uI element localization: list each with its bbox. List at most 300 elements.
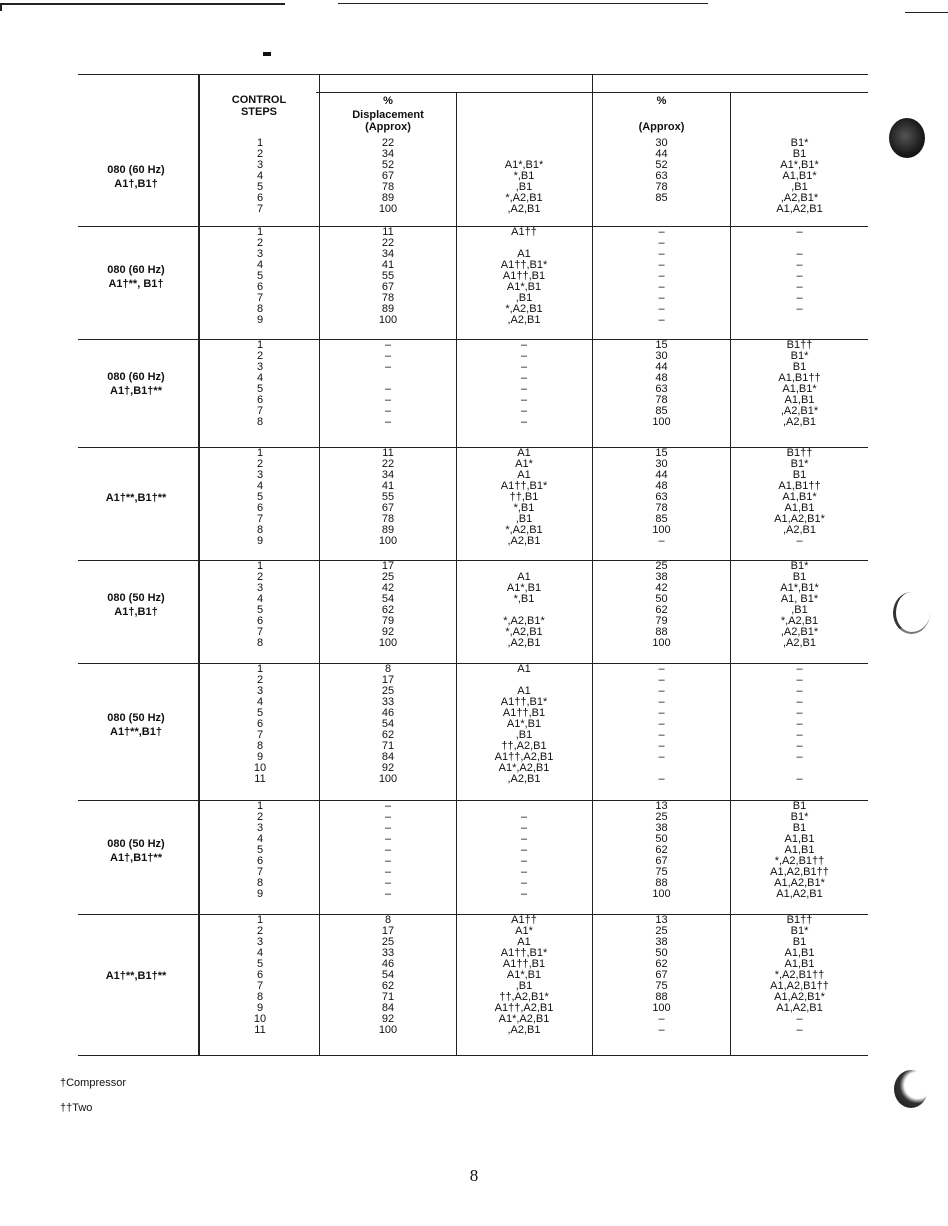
cell-circuit-1: –: [520, 866, 528, 878]
cell-circuit-2: B1††: [786, 447, 813, 459]
cell-displacement-1: –: [384, 405, 392, 417]
cell-circuit-2: –: [796, 1024, 803, 1036]
cell-displacement-1: 78: [381, 513, 395, 525]
group-label-line: 080 (60 Hz): [107, 264, 165, 276]
table-row: [0, 697, 948, 708]
cell-circuit-2: B1††: [786, 339, 813, 351]
cell-displacement-2: 13: [655, 800, 668, 812]
cell-circuit-1: A1*,A2,B1: [498, 762, 550, 774]
cell-step: 4: [256, 833, 264, 845]
cell-displacement-2: 100: [652, 416, 671, 428]
table-row: [0, 638, 948, 649]
cell-displacement-1: 89: [381, 303, 395, 315]
cell-displacement-1: 17: [381, 674, 395, 686]
table-row: [0, 293, 948, 304]
cell-step: 2: [256, 148, 264, 160]
cell-circuit-2: A1*,B1*: [780, 159, 819, 171]
cell-circuit-2: –: [796, 226, 803, 238]
table-row: [0, 763, 948, 774]
cell-step: 5: [256, 958, 264, 970]
cell-displacement-1: 89: [381, 192, 395, 204]
cell-displacement-2: 78: [655, 394, 668, 406]
cell-step: 6: [256, 969, 264, 981]
cell-step: 2: [256, 811, 264, 823]
cell-displacement-1: –: [384, 844, 392, 856]
cell-step: 1: [256, 560, 264, 572]
page-number: 8: [469, 1166, 479, 1185]
cell-circuit-2: B1††: [786, 914, 813, 926]
cell-circuit-1: –: [520, 405, 528, 417]
table-row: [0, 719, 948, 730]
cell-step: 7: [256, 405, 264, 417]
cell-displacement-2: 85: [655, 405, 668, 417]
cell-displacement-2: 63: [655, 383, 668, 395]
cell-circuit-1: ††,B1: [509, 491, 539, 503]
cell-circuit-2: ,B1: [791, 181, 808, 193]
cell-circuit-2: A1,B1: [784, 958, 815, 970]
cell-step: 3: [256, 469, 264, 481]
cell-displacement-2: 88: [655, 991, 668, 1003]
cell-circuit-2: ,A2,B1: [782, 524, 817, 536]
cell-circuit-2: A1,B1*: [782, 170, 817, 182]
cell-displacement-1: 89: [381, 524, 395, 536]
cell-step: 11: [254, 773, 266, 785]
cell-displacement-1: –: [384, 855, 392, 867]
cell-step: 1: [256, 137, 264, 149]
cell-circuit-1: A1*,B1: [506, 718, 542, 730]
cell-circuit-2: ,A2,B1*: [780, 626, 819, 638]
cell-displacement-1: 52: [381, 159, 395, 171]
header-displacement-label: Displacement: [352, 109, 424, 121]
cell-displacement-2: 38: [655, 571, 668, 583]
cell-circuit-2: A1,B1††: [778, 480, 821, 492]
cell-displacement-2: 15: [655, 339, 668, 351]
cell-step: 4: [256, 259, 264, 271]
cell-circuit-1: –: [520, 339, 528, 351]
cell-step: 2: [256, 571, 264, 583]
cell-displacement-2: 25: [655, 925, 668, 937]
cell-circuit-2: A1,B1*: [782, 491, 817, 503]
group-label-line: A1†**,B1†**: [105, 970, 167, 982]
cell-displacement-1: 54: [381, 969, 395, 981]
cell-displacement-2: 44: [655, 469, 668, 481]
table-row: [0, 1025, 948, 1036]
cell-circuit-1: A1*,A2,B1: [498, 1013, 550, 1025]
cell-displacement-2: 78: [655, 181, 668, 193]
cell-displacement-2: 50: [655, 833, 668, 845]
cell-circuit-1: *,A2,B1: [505, 192, 543, 204]
cell-circuit-2: A1,A2,B1*: [774, 991, 825, 1003]
cell-displacement-2: 42: [655, 582, 668, 594]
cell-displacement-1: 67: [381, 281, 395, 293]
cell-displacement-2: 48: [655, 480, 668, 492]
cell-displacement-1: 62: [381, 980, 395, 992]
cell-displacement-2: –: [658, 1013, 665, 1025]
cell-circuit-2: –: [796, 292, 803, 304]
cell-step: 10: [253, 1013, 267, 1025]
cell-step: 6: [256, 718, 264, 730]
top-rule-middle: [338, 3, 708, 4]
cell-displacement-1: 92: [381, 1013, 395, 1025]
cell-circuit-1: –: [520, 877, 528, 889]
cell-circuit-2: A1*,B1*: [780, 582, 819, 594]
table-row: [0, 889, 948, 900]
cell-circuit-2: –: [796, 685, 803, 697]
cell-displacement-1: 41: [381, 480, 395, 492]
cell-circuit-2: –: [796, 718, 803, 730]
punch-hole-bottom: [894, 1070, 928, 1108]
cell-circuit-1: –: [520, 855, 528, 867]
cell-displacement-1: 22: [381, 237, 395, 249]
group-label-line: A1†,B1†**: [110, 385, 162, 397]
table-row: [0, 315, 948, 326]
cell-circuit-2: B1*: [790, 458, 809, 470]
cell-displacement-2: 79: [655, 615, 668, 627]
cell-displacement-2: 100: [652, 524, 671, 536]
cell-circuit-1: –: [520, 822, 528, 834]
cell-circuit-1: ,B1: [515, 980, 533, 992]
cell-step: 9: [256, 1002, 264, 1014]
cell-displacement-1: 46: [381, 707, 395, 719]
header-control-steps: [200, 94, 318, 118]
cell-step: 9: [256, 751, 264, 763]
cell-circuit-2: –: [796, 259, 803, 271]
cell-circuit-1: –: [520, 383, 528, 395]
punch-hole-middle: [893, 592, 930, 634]
cell-displacement-1: 55: [381, 270, 395, 282]
group-label-line: A1†**,B1†: [110, 726, 162, 738]
cell-circuit-1: A1*,B1: [506, 582, 542, 594]
cell-step: 1: [256, 914, 264, 926]
cell-step: 1: [256, 800, 264, 812]
cell-displacement-2: –: [658, 259, 665, 271]
cell-circuit-2: –: [796, 1013, 803, 1025]
cell-circuit-1: *,A2,B1: [505, 626, 543, 638]
cell-circuit-2: A1,B1: [784, 844, 815, 856]
cell-circuit-1: ,A2,B1: [507, 1024, 541, 1036]
group-label-line: A1†,B1†**: [110, 852, 162, 864]
cell-displacement-2: 44: [655, 361, 668, 373]
cell-displacement-1: 8: [384, 914, 392, 926]
cell-displacement-1: –: [384, 383, 392, 395]
table-row: [0, 417, 948, 428]
cell-step: 2: [256, 925, 264, 937]
cell-step: 1: [256, 226, 264, 238]
header-displacement-2: [593, 95, 730, 133]
cell-displacement-2: –: [658, 729, 665, 741]
cell-displacement-1: –: [384, 800, 392, 812]
cell-step: 3: [256, 248, 264, 260]
cell-circuit-2: A1,A2,B1: [776, 203, 823, 215]
footnote-compressor: †Compressor: [60, 1077, 127, 1089]
table-row: [0, 741, 948, 752]
cell-displacement-1: 22: [381, 458, 395, 470]
cell-circuit-2: ,A2,B1: [782, 637, 817, 649]
cell-displacement-1: 34: [381, 148, 395, 160]
cell-circuit-2: B1: [792, 800, 807, 812]
cell-step: 2: [256, 458, 264, 470]
cell-displacement-2: –: [658, 292, 665, 304]
cell-circuit-2: A1,A2,B1††: [770, 980, 829, 992]
cell-circuit-2: –: [796, 303, 803, 315]
cell-circuit-2: B1*: [790, 560, 809, 572]
cell-displacement-2: 50: [655, 947, 668, 959]
footnote-two: ††Two: [60, 1102, 93, 1114]
cell-displacement-1: 41: [381, 259, 395, 271]
cell-displacement-2: –: [658, 303, 665, 315]
group-label-line: 080 (60 Hz): [107, 371, 165, 383]
corner-mark: [0, 3, 2, 11]
cell-circuit-2: B1: [792, 148, 807, 160]
cell-circuit-1: A1††,B1: [502, 270, 546, 282]
cell-step: 6: [256, 615, 264, 627]
cell-displacement-2: 67: [655, 969, 668, 981]
cell-step: 8: [256, 877, 264, 889]
cell-displacement-1: 100: [378, 203, 398, 215]
cell-circuit-1: *,B1: [513, 170, 535, 182]
cell-displacement-2: –: [658, 663, 665, 675]
header-control-line: CONTROL: [231, 94, 287, 106]
cell-displacement-2: –: [658, 718, 665, 730]
cell-displacement-1: 25: [381, 936, 395, 948]
cell-step: 1: [256, 339, 264, 351]
cell-displacement-1: 100: [378, 637, 398, 649]
cell-displacement-2: 67: [655, 855, 668, 867]
cell-displacement-1: –: [384, 833, 392, 845]
cell-step: 4: [256, 593, 264, 605]
cell-circuit-1: ,A2,B1: [507, 314, 541, 326]
cell-displacement-1: –: [384, 394, 392, 406]
table-bottom-rule: [78, 1055, 868, 1056]
cell-circuit-2: A1,B1: [784, 502, 815, 514]
cell-circuit-2: B1: [792, 571, 807, 583]
cell-circuit-1: ,B1: [515, 729, 533, 741]
cell-circuit-2: B1: [792, 361, 807, 373]
cell-displacement-2: –: [658, 226, 665, 238]
cell-displacement-2: –: [658, 314, 665, 326]
cell-circuit-1: –: [520, 372, 528, 384]
cell-displacement-2: 63: [655, 170, 668, 182]
cell-circuit-2: A1,B1††: [778, 372, 821, 384]
cell-displacement-2: 78: [655, 502, 668, 514]
table-row: [0, 730, 948, 741]
cell-displacement-2: 63: [655, 491, 668, 503]
cell-circuit-1: *,A2,B1*: [503, 615, 545, 627]
cell-displacement-2: 25: [655, 560, 668, 572]
group-label-line: 080 (50 Hz): [107, 838, 165, 850]
cell-displacement-2: 100: [652, 888, 671, 900]
cell-circuit-1: *,B1: [513, 593, 535, 605]
cell-displacement-1: 25: [381, 685, 395, 697]
cell-step: 3: [256, 936, 264, 948]
table-row: [0, 271, 948, 282]
top-rule-right: [905, 12, 948, 13]
cell-displacement-2: –: [658, 707, 665, 719]
cell-displacement-2: 100: [652, 1002, 671, 1014]
cell-displacement-1: 84: [381, 751, 395, 763]
punch-hole-top: [889, 118, 925, 158]
cell-circuit-1: A1: [517, 447, 531, 459]
cell-displacement-1: 92: [381, 626, 395, 638]
cell-circuit-1: ,A2,B1: [507, 773, 541, 785]
cell-circuit-2: B1: [792, 469, 807, 481]
header-steps-line: STEPS: [240, 106, 278, 118]
cell-step: 4: [256, 696, 264, 708]
cell-step: 8: [256, 991, 264, 1003]
cell-displacement-1: 34: [381, 248, 395, 260]
cell-circuit-2: B1*: [790, 811, 809, 823]
cell-circuit-1: –: [520, 888, 528, 900]
cell-circuit-2: –: [796, 248, 803, 260]
cell-circuit-1: A1††,B1: [502, 958, 546, 970]
cell-displacement-1: 42: [381, 582, 395, 594]
table-row: [0, 686, 948, 697]
table-row: [0, 260, 948, 271]
cell-circuit-2: –: [796, 663, 803, 675]
cell-step: 5: [256, 181, 264, 193]
cell-circuit-2: A1,A2,B1: [776, 1002, 823, 1014]
cell-circuit-1: A1*,B1: [506, 969, 542, 981]
cell-step: 5: [256, 707, 264, 719]
cell-displacement-2: 38: [655, 936, 668, 948]
cell-displacement-2: 100: [652, 637, 671, 649]
cell-circuit-2: –: [796, 707, 803, 719]
cell-circuit-1: A1: [517, 936, 531, 948]
cell-circuit-1: ††,A2,B1: [501, 740, 547, 752]
table-row: [0, 525, 948, 536]
cell-displacement-1: 17: [381, 925, 395, 937]
cell-displacement-1: –: [384, 350, 392, 362]
cell-step: 5: [256, 844, 264, 856]
cell-step: 8: [256, 524, 264, 536]
cell-circuit-2: A1,B1: [784, 394, 815, 406]
cell-step: 6: [256, 281, 264, 293]
cell-step: 7: [256, 513, 264, 525]
cell-circuit-2: –: [796, 729, 803, 741]
top-rule-left: [0, 3, 285, 5]
cell-step: 9: [256, 314, 264, 326]
cell-step: 8: [256, 740, 264, 752]
cell-displacement-2: 44: [655, 148, 668, 160]
cell-circuit-1: A1††,B1*: [500, 259, 548, 271]
cell-circuit-1: –: [520, 844, 528, 856]
cell-displacement-1: 54: [381, 593, 395, 605]
cell-circuit-1: A1: [517, 469, 531, 481]
cell-displacement-2: –: [658, 237, 665, 249]
cell-circuit-1: ,A2,B1: [507, 535, 541, 547]
cell-circuit-2: *,A2,B1: [780, 615, 819, 627]
cell-displacement-1: 100: [378, 314, 398, 326]
cell-circuit-2: –: [796, 740, 803, 752]
table-row: [0, 304, 948, 315]
cell-circuit-2: –: [796, 696, 803, 708]
cell-circuit-1: *,B1: [513, 502, 535, 514]
cell-displacement-1: 17: [381, 560, 395, 572]
cell-circuit-2: B1: [792, 822, 807, 834]
cell-displacement-2: 75: [655, 980, 668, 992]
cell-circuit-1: ,A2,B1: [507, 637, 541, 649]
header-percent-2: %: [656, 95, 667, 107]
cell-displacement-2: –: [658, 248, 665, 260]
cell-displacement-2: 38: [655, 822, 668, 834]
group-label-line: A1†**,B1†**: [105, 492, 167, 504]
cell-circuit-1: ††,A2,B1*: [499, 991, 549, 1003]
cell-step: 11: [254, 1024, 266, 1036]
table-top-rule: [78, 74, 868, 75]
cell-circuit-1: A1: [517, 663, 531, 675]
cell-displacement-1: 33: [381, 696, 395, 708]
cell-circuit-2: ,A2,B1*: [780, 192, 819, 204]
cell-displacement-1: –: [384, 866, 392, 878]
cell-circuit-1: –: [520, 416, 528, 428]
cell-displacement-2: 75: [655, 866, 668, 878]
cell-circuit-2: –: [796, 674, 803, 686]
cell-displacement-1: 55: [381, 491, 395, 503]
cell-circuit-2: –: [796, 281, 803, 293]
cell-circuit-1: A1††,B1*: [500, 480, 548, 492]
cell-step: 5: [256, 491, 264, 503]
cell-circuit-1: ,B1: [515, 513, 533, 525]
cell-step: 1: [256, 447, 264, 459]
cell-circuit-2: ,A2,B1*: [780, 405, 819, 417]
cell-step: 7: [256, 866, 264, 878]
cell-displacement-1: 11: [382, 447, 394, 459]
cell-circuit-2: B1: [792, 936, 807, 948]
group-label-line: 080 (60 Hz): [107, 164, 165, 176]
cell-circuit-2: ,B1: [791, 604, 808, 616]
cell-displacement-1: 11: [382, 226, 394, 238]
cell-circuit-1: A1††: [511, 226, 537, 238]
cell-step: 8: [256, 416, 264, 428]
cell-displacement-1: 54: [381, 718, 395, 730]
cell-displacement-2: 52: [655, 159, 668, 171]
cell-step: 5: [256, 604, 264, 616]
cell-displacement-2: 88: [655, 626, 668, 638]
cell-circuit-1: –: [520, 833, 528, 845]
cell-displacement-2: 30: [655, 350, 668, 362]
cell-circuit-2: ,A2,B1: [782, 416, 817, 428]
cell-displacement-1: 100: [378, 535, 398, 547]
cell-circuit-1: A1††,B1*: [500, 947, 548, 959]
table-row: [0, 204, 948, 215]
cell-displacement-1: 33: [381, 947, 395, 959]
cell-step: 5: [256, 383, 264, 395]
cell-step: 8: [256, 303, 264, 315]
cell-displacement-1: 25: [381, 571, 395, 583]
cell-step: 3: [256, 582, 264, 594]
table-row: [0, 675, 948, 686]
cell-circuit-1: A1††,A2,B1: [494, 1002, 554, 1014]
cell-circuit-1: ,B1: [515, 292, 533, 304]
cell-circuit-2: A1, B1*: [780, 593, 819, 605]
cell-step: 3: [256, 159, 264, 171]
cell-step: 7: [256, 729, 264, 741]
cell-circuit-1: –: [520, 394, 528, 406]
group-label-line: 080 (50 Hz): [107, 592, 165, 604]
cell-circuit-1: A1††,B1: [502, 707, 546, 719]
cell-displacement-2: 30: [655, 137, 668, 149]
cell-step: 9: [256, 535, 264, 547]
cell-displacement-1: 100: [378, 773, 398, 785]
table-row: [0, 752, 948, 763]
cell-circuit-2: A1,B1: [784, 833, 815, 845]
table-row: [0, 774, 948, 785]
cell-displacement-1: –: [384, 811, 392, 823]
cell-displacement-2: –: [658, 740, 665, 752]
cell-displacement-1: 79: [381, 615, 395, 627]
cell-circuit-2: B1*: [790, 137, 809, 149]
cell-circuit-2: B1*: [790, 925, 809, 937]
